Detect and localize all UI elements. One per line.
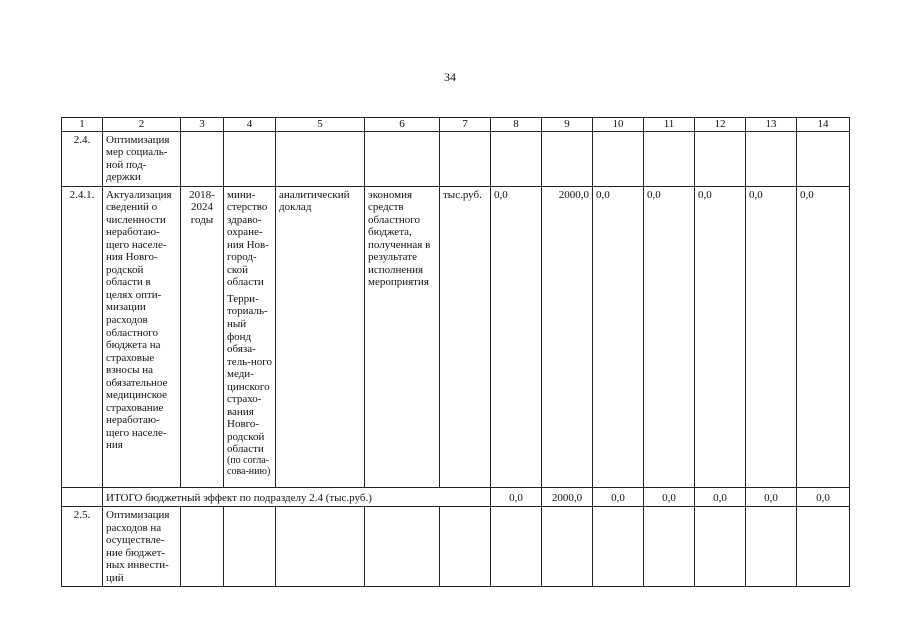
empty-cell <box>365 131 440 186</box>
total-label: ИТОГО бюджетный эффект по подразделу 2.4 (тыс.руб.) <box>103 487 491 507</box>
empty-cell <box>797 131 850 186</box>
empty-cell <box>181 131 224 186</box>
total-value: 0,0 <box>797 487 850 507</box>
empty-cell <box>746 507 797 587</box>
column-header: 12 <box>695 118 746 132</box>
value-cell: 0,0 <box>491 186 542 487</box>
executors-cell <box>224 186 276 487</box>
total-value: 0,0 <box>695 487 746 507</box>
column-header: 9 <box>542 118 593 132</box>
empty-cell <box>440 131 491 186</box>
empty-cell <box>797 507 850 587</box>
unit: тыс.руб. <box>440 186 491 487</box>
executor-ministry: мини-стерство здраво-охране-ния Нов-город-ской области <box>227 188 269 289</box>
executor-fund-note: (по согла-сова-нию) <box>227 454 271 477</box>
column-header: 14 <box>797 118 850 132</box>
total-value: 0,0 <box>644 487 695 507</box>
empty-cell <box>695 131 746 186</box>
total-value: 0,0 <box>746 487 797 507</box>
empty-cell <box>365 507 440 587</box>
empty-cell <box>644 507 695 587</box>
empty-cell <box>276 507 365 587</box>
row-name: Оптимизация расходов на осуществле-ние бюджет-ных инвести-ций <box>103 507 181 587</box>
value-cell: 0,0 <box>695 186 746 487</box>
row-number: 2.4. <box>62 131 103 186</box>
column-header: 5 <box>276 118 365 132</box>
total-value: 2000,0 <box>542 487 593 507</box>
value-cell: 0,0 <box>644 186 695 487</box>
empty-cell <box>593 507 644 587</box>
column-header: 3 <box>181 118 224 132</box>
budget-effect-table <box>61 117 850 587</box>
column-header: 10 <box>593 118 644 132</box>
value-cell: 0,0 <box>797 186 850 487</box>
empty-cell <box>695 507 746 587</box>
empty-cell <box>593 131 644 186</box>
row-name: Оптимизация мер социаль-ной под-держки <box>103 131 181 186</box>
empty-cell <box>644 131 695 186</box>
table-row-measure-2-4-1 <box>62 186 850 487</box>
column-header: 8 <box>491 118 542 132</box>
empty-cell <box>746 131 797 186</box>
total-value: 0,0 <box>593 487 644 507</box>
table-row-section-2-5 <box>62 507 850 587</box>
empty-cell <box>224 507 276 587</box>
column-header: 13 <box>746 118 797 132</box>
header-row <box>62 118 850 132</box>
empty-cell <box>491 131 542 186</box>
empty-cell <box>440 507 491 587</box>
empty-cell <box>181 507 224 587</box>
table-row-section-2-4 <box>62 131 850 186</box>
column-header: 4 <box>224 118 276 132</box>
measure-name: Актуализация сведений о численности неработаю-щего населе-ния Новго-родской области в целях опти-мизации расходов областного бюджета на страховые взносы на обязательное медицинское страхование неработаю-щего населе-ния <box>103 186 181 487</box>
empty-cell <box>224 131 276 186</box>
expected-result: экономия средств областного бюджета, полученная в результате исполнения мероприятия <box>365 186 440 487</box>
row-number: 2.4.1. <box>62 186 103 487</box>
empty-cell <box>542 507 593 587</box>
row-number: 2.5. <box>62 507 103 587</box>
indicator: аналитический доклад <box>276 186 365 487</box>
period: 2018-2024 годы <box>181 186 224 487</box>
table-row-total <box>62 487 850 507</box>
empty-cell <box>62 487 103 507</box>
value-cell: 2000,0 <box>542 186 593 487</box>
empty-cell <box>276 131 365 186</box>
column-header: 11 <box>644 118 695 132</box>
empty-cell <box>542 131 593 186</box>
page-number: 34 <box>444 70 456 84</box>
value-cell: 0,0 <box>593 186 644 487</box>
executor-fund: Терри-ториаль-ный фонд обяза-тель-ного меди-цинского страхо-вания Новго-родской области <box>227 292 272 456</box>
empty-cell <box>491 507 542 587</box>
column-header: 6 <box>365 118 440 132</box>
value-cell: 0,0 <box>746 186 797 487</box>
column-header: 7 <box>440 118 491 132</box>
column-header: 2 <box>103 118 181 132</box>
column-header: 1 <box>62 118 103 132</box>
total-value: 0,0 <box>491 487 542 507</box>
